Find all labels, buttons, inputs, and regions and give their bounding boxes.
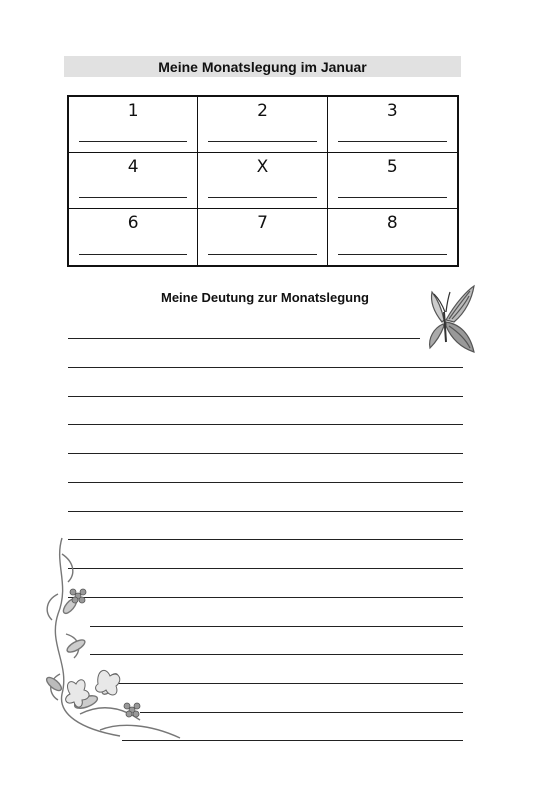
butterfly-icon	[416, 282, 478, 362]
cell-number: 1	[127, 101, 139, 121]
cell-number: 5	[386, 157, 398, 177]
writing-line	[68, 424, 463, 425]
writing-line	[68, 367, 463, 368]
cell-number: 6	[127, 213, 139, 233]
page-title: Meine Monatslegung im Januar	[158, 58, 367, 75]
writing-line	[68, 338, 420, 339]
cell-number: 7	[257, 213, 268, 233]
cell-number: 4	[127, 157, 139, 177]
cell-number: X	[256, 157, 269, 177]
cell-number: 2	[257, 101, 268, 121]
writing-line	[68, 482, 463, 483]
cell-number: 3	[386, 101, 398, 121]
writing-line	[68, 453, 463, 454]
cell-number: 8	[386, 213, 398, 233]
floral-ornament-icon	[40, 534, 190, 744]
writing-line	[68, 511, 463, 512]
section-title: Meine Deutung zur Monatslegung	[161, 290, 369, 305]
writing-line	[68, 396, 463, 397]
